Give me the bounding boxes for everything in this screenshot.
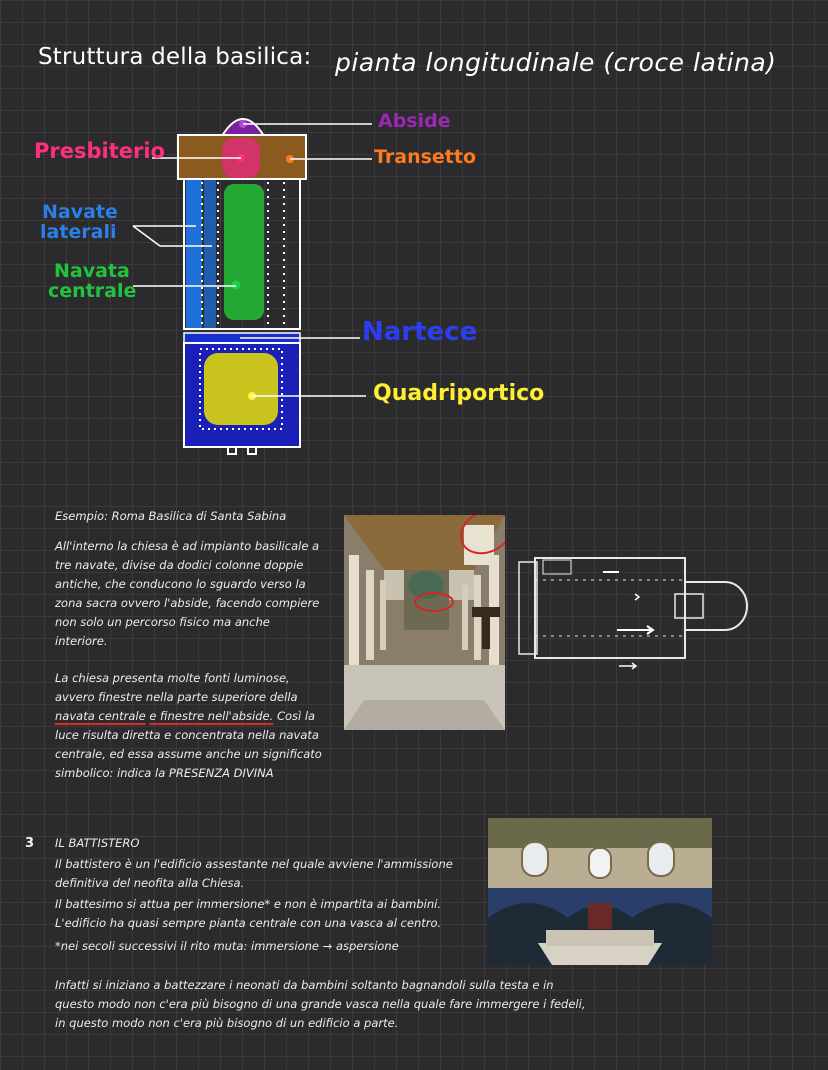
label-transetto: Transetto <box>374 146 477 168</box>
battistero-line-2: Il battesimo si attua per immersione* e non è impartita ai bambini. <box>55 897 442 911</box>
battistero-line-3: L'edificio ha quasi sempre pianta centrale con una vasca al centro. <box>55 916 442 930</box>
label-abside: Abside <box>378 110 451 132</box>
example-paragraph-2 <box>55 669 325 783</box>
dot-navata-centrale <box>232 281 241 290</box>
section-number: 3 <box>25 836 35 851</box>
battistero-line-1: Il battistero è un l'edificio assestante nel quale avviene l'ammissione definitiva del neofita alla Chiesa. <box>55 857 453 890</box>
example-heading: Esempio: Roma Basilica di Santa Sabina <box>55 509 287 523</box>
entrance-shape <box>228 447 256 454</box>
navata-laterale-sx-shape <box>186 180 202 328</box>
battistero-line-4: *nei secoli successivi il rito muta: immersione → aspersione <box>55 939 399 953</box>
label-quadriportico: Quadriportico <box>373 381 545 406</box>
battistero-paragraph: Infatti si iniziano a battezzare i neonati da bambini soltanto bagnandoli sulla testa e in questo modo non c'era più bisogno di una grande vasca nella quale fare immergere i fedeli, in questo modo non c'era più bisogno di un edificio a parte. <box>55 978 586 1030</box>
label-navate-laterali-2: laterali <box>40 221 117 243</box>
quadriportico-shape <box>204 353 278 425</box>
leader-navate-2 <box>133 226 160 246</box>
battistero-photo <box>488 818 712 965</box>
navata-laterale-sx2-shape <box>204 180 216 328</box>
label-navata-centrale-2: centrale <box>48 280 137 302</box>
p2-underline-abside: e finestre nell'abside. <box>149 709 274 723</box>
label-nartece: Nartece <box>362 317 478 347</box>
label-presbiterio: Presbiterio <box>34 139 165 163</box>
page-title: Struttura della basilica: <box>38 44 312 70</box>
page-subtitle: pianta longitudinale (croce latina) <box>335 48 777 77</box>
santa-sabina-floor-plan <box>515 552 755 672</box>
label-navate-laterali-1: Navate <box>42 201 118 223</box>
navata-centrale-shape <box>224 184 264 320</box>
p2-underline-navata: navata centrale <box>55 709 146 723</box>
santa-sabina-photo <box>344 515 505 730</box>
p2-text-2: Così la luce risulta diretta e concentrata nella navata centrale, ed essa assume anche un significato simbolico: indica la PRESENZA DIVINA <box>55 709 322 780</box>
label-navata-centrale-1: Navata <box>54 260 130 282</box>
example-paragraph-1: All'interno la chiesa è ad impianto basilicale a tre navate, divise da dodici colonne doppie antiche, che conducono lo sguardo verso la zona sacra ovvero l'abside, facendo compiere non solo un percorso fisico ma anche interiore. <box>55 539 320 648</box>
p2-text-1: La chiesa presenta molte fonti luminose, avvero finestre nella parte superiore della <box>55 671 298 704</box>
battistero-heading: IL BATTISTERO <box>55 836 140 850</box>
